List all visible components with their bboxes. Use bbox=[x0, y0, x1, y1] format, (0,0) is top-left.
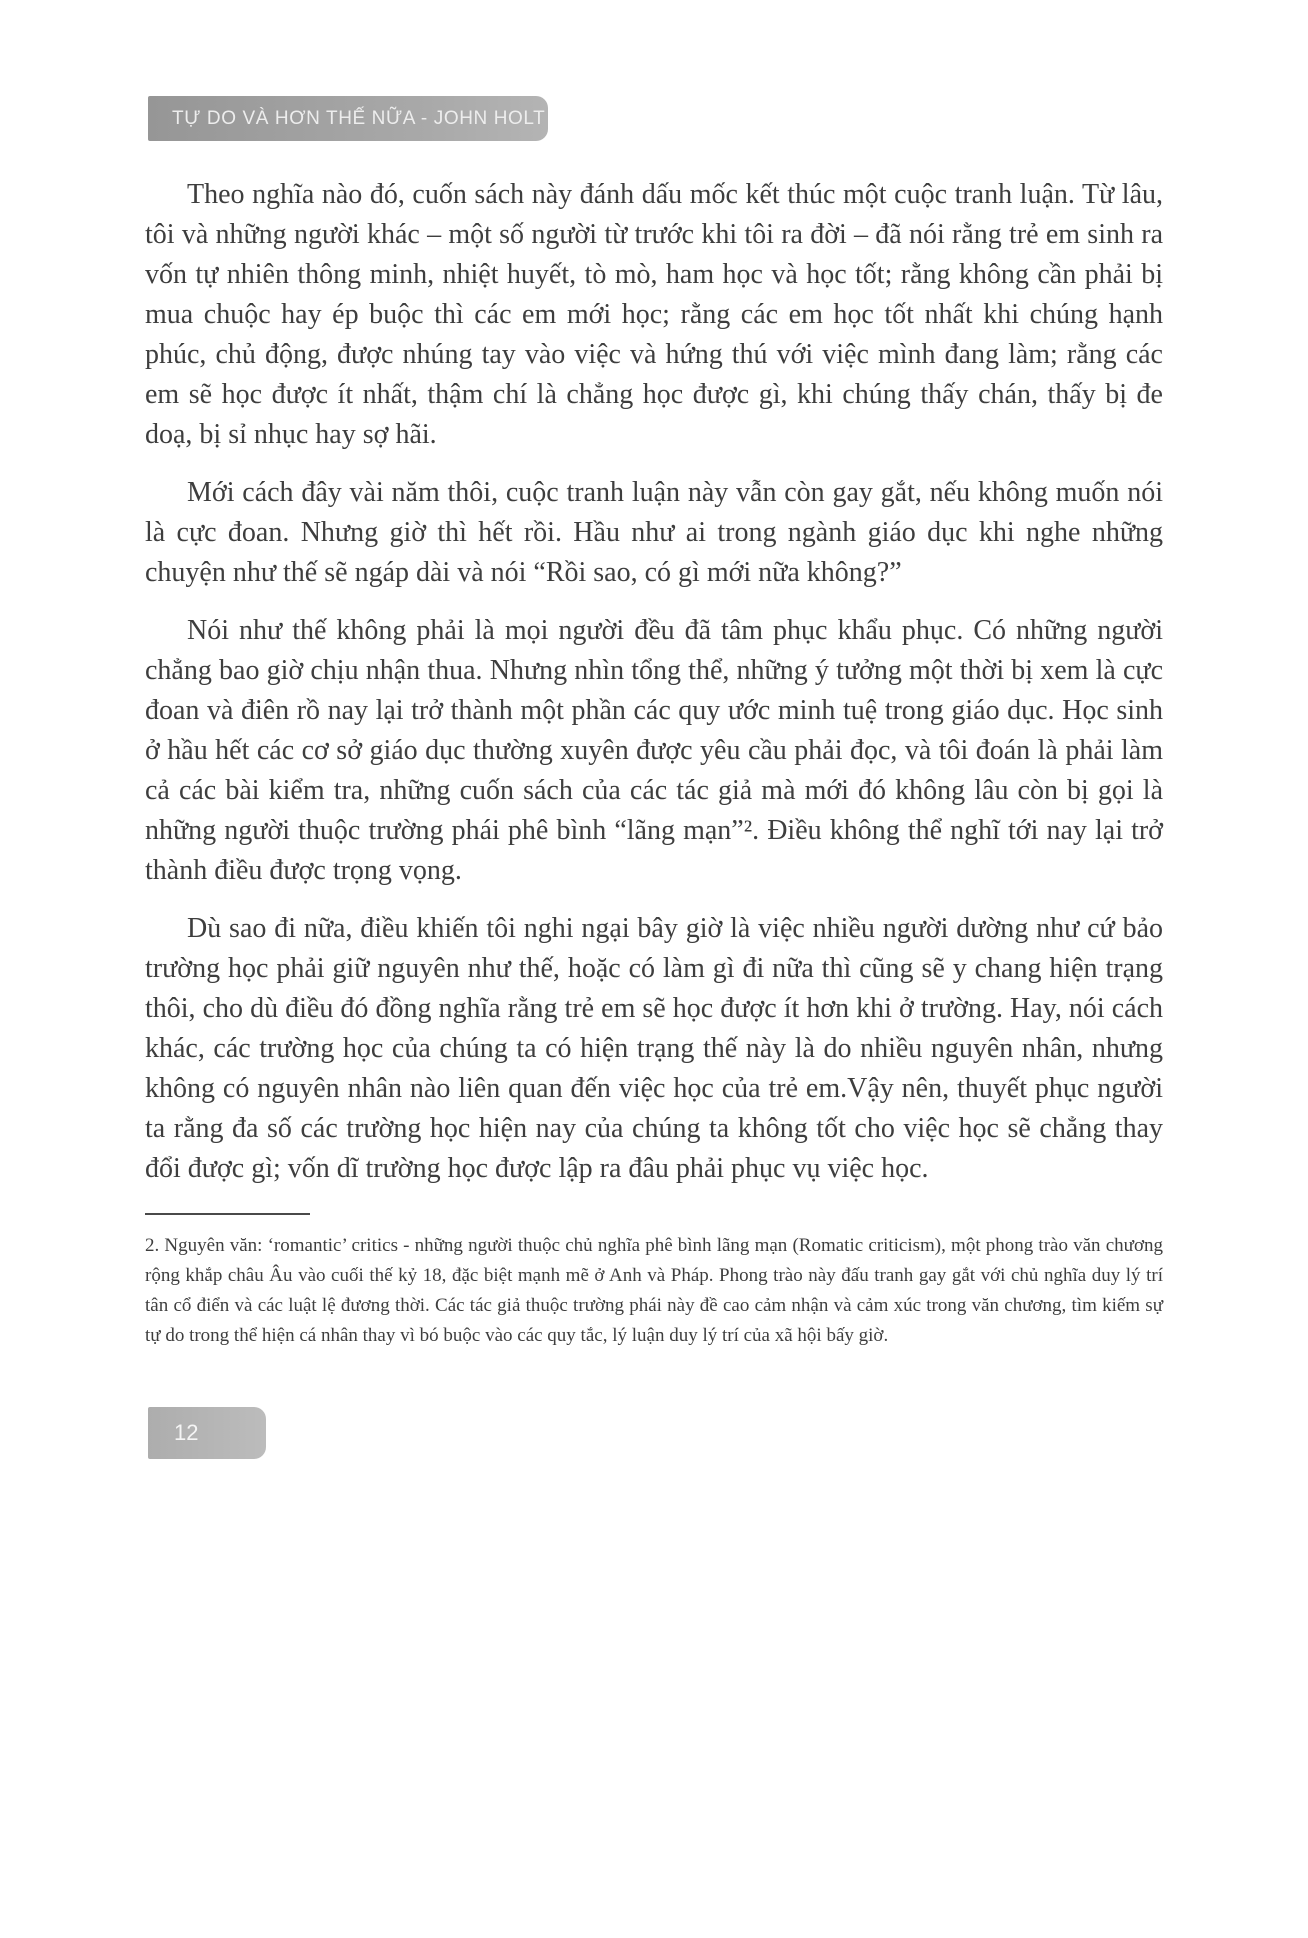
footnote-text: 2. Nguyên văn: ‘romantic’ critics - những người thuộc chủ nghĩa phê bình lãng mạn (Romatic criticism), một phong trào văn chương rộng khắp châu Âu vào cuối thế kỷ 18, đặc biệt mạnh mẽ ở Anh và Pháp. Phong trào này đấu tranh gay gắt với chủ nghĩa duy lý trí tân cổ điển và các luật lệ đương thời. Các tác giả thuộc trường phái này đề cao cảm nhận và cảm xúc trong văn chương, tìm kiếm sự tự do trong thể hiện cá nhân thay vì bó buộc vào các quy tắc, lý luận duy lý trí của xã hội bấy giờ. bbox=[145, 1235, 1163, 1346]
paragraph: Dù sao đi nữa, điều khiến tôi nghi ngại bây giờ là việc nhiều người dường như cứ bảo trường học phải giữ nguyên như thế, hoặc có làm gì đi nữa thì cũng sẽ y chang hiện trạng thôi, cho dù điều đó đồng nghĩa rằng trẻ em sẽ học được ít hơn khi ở trường. Hay, nói cách khác, các trường học của chúng ta có hiện trạng thế này là do nhiều nguyên nhân, nhưng không có nguyên nhân nào liên quan đến việc học của trẻ em.Vậy nên, thuyết phục người ta rằng đa số các trường học hiện nay của chúng ta không tốt cho việc học sẽ chẳng thay đổi được gì; vốn dĩ trường học được lập ra đâu phải phục vụ việc học. bbox=[145, 913, 1163, 1184]
page-number-badge bbox=[148, 1407, 266, 1459]
page-content bbox=[145, 175, 1163, 1189]
page-number: 12 bbox=[174, 1420, 199, 1445]
paragraph: Theo nghĩa nào đó, cuốn sách này đánh dấu mốc kết thúc một cuộc tranh luận. Từ lâu, tôi và những người khác – một số người từ trước khi tôi ra đời – đã nói rằng trẻ em sinh ra vốn tự nhiên thông minh, nhiệt huyết, tò mò, ham học và học tốt; rằng không cần phải bị mua chuộc hay ép buộc thì các em mới học; rằng các em học tốt nhất khi chúng hạnh phúc, chủ động, được nhúng tay vào việc và hứng thú với việc mình đang làm; rằng các em sẽ học được ít nhất, thậm chí là chẳng học được gì, khi chúng thấy chán, thấy bị đe doạ, bị sỉ nhục hay sợ hãi. bbox=[145, 179, 1163, 450]
paragraph: Nói như thế không phải là mọi người đều đã tâm phục khẩu phục. Có những người chẳng bao giờ chịu nhận thua. Nhưng nhìn tổng thể, những ý tưởng một thời bị xem là cực đoan và điên rồ nay lại trở thành một phần các quy ước minh tuệ trong giáo dục. Học sinh ở hầu hết các cơ sở giáo dục thường xuyên được yêu cầu phải đọc, và tôi đoán là phải làm cả các bài kiểm tra, những cuốn sách của các tác giả mà mới đó không lâu còn bị gọi là những người thuộc trường phái phê bình “lãng mạn”². Điều không thể nghĩ tới nay lại trở thành điều được trọng vọng. bbox=[145, 615, 1163, 886]
footnote-divider bbox=[145, 1213, 310, 1215]
chapter-header-title: TỰ DO VÀ HƠN THẾ NỮA - JOHN HOLT bbox=[172, 107, 546, 129]
paragraph: Mới cách đây vài năm thôi, cuộc tranh luận này vẫn còn gay gắt, nếu không muốn nói là cực đoan. Nhưng giờ thì hết rồi. Hầu như ai trong ngành giáo dục khi nghe những chuyện như thế sẽ ngáp dài và nói “Rồi sao, có gì mới nữa không?” bbox=[145, 477, 1163, 588]
chapter-header-bar bbox=[148, 96, 548, 141]
